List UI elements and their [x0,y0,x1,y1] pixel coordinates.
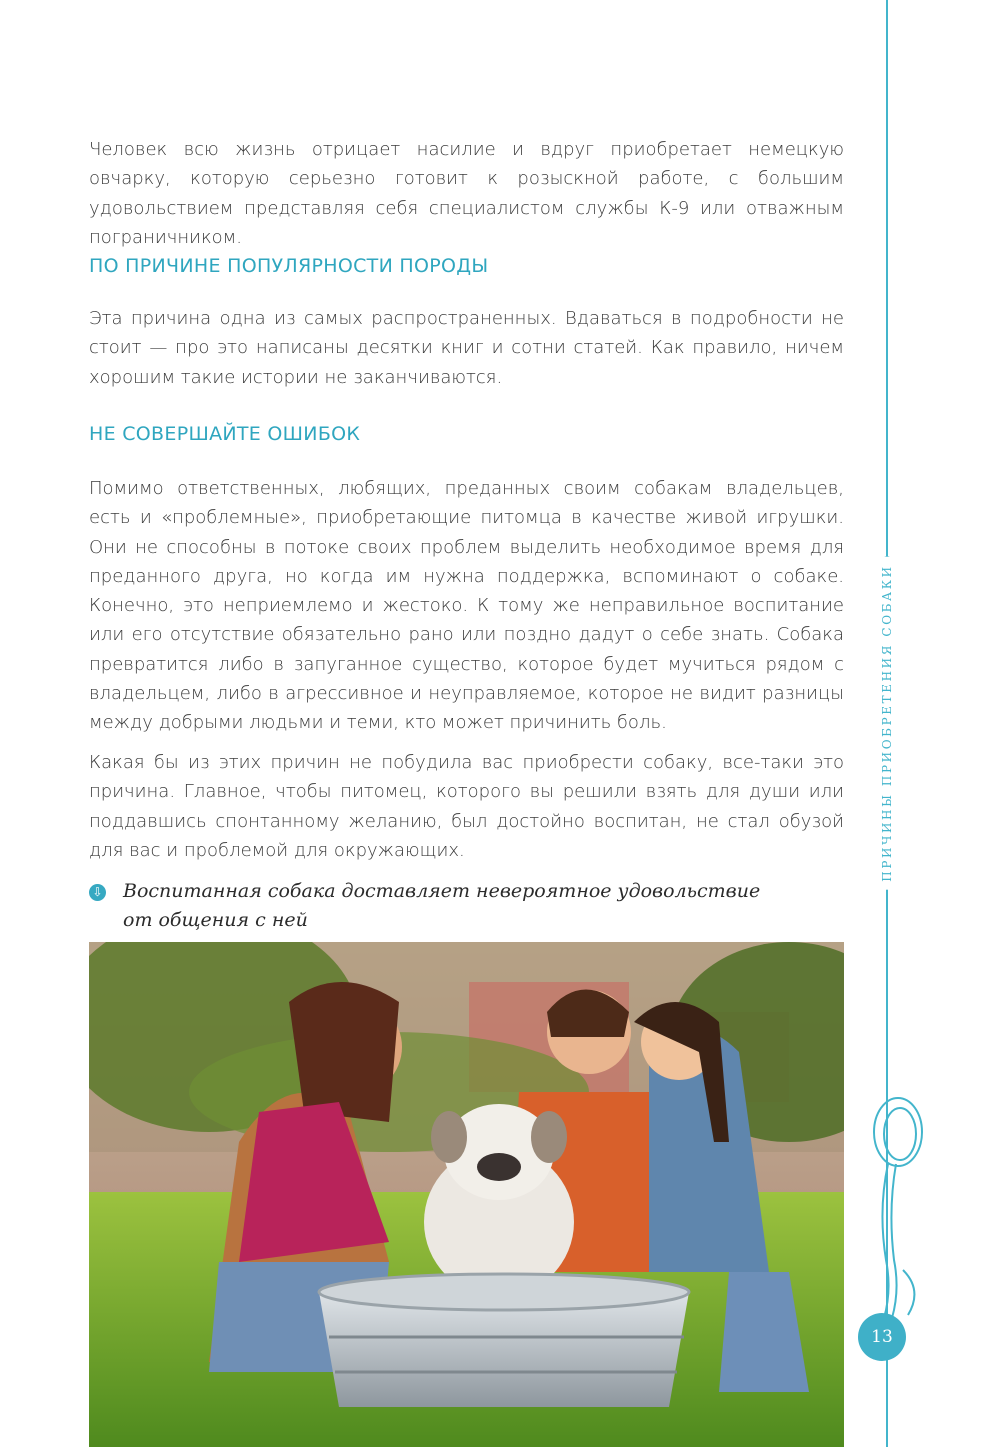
section-heading-popularity: ПО ПРИЧИНЕ ПОПУЛЯРНОСТИ ПОРОДЫ [89,255,489,277]
paragraph-problem-owners: Помимо ответственных, любящих, преданных своим собакам владельцев, есть и «проблемные», приобретающие питомца в качестве живой игрушки. Они не способны в потоке своих проблем выделить необходимое время для преданного друга, но когда им нужна поддержка, вспоминают о собаке. Конечно, это неприемлемо и жестоко. К тому же неправильное воспитание или его отсутствие обязательно рано или поздно дадут о себе знать. Собака превратится либо в запуганное существо, которое будет мучиться рядом с владельцем, либо в агрессивное и неуправляемое, которое не видит разницы между добрыми людьми и теми, кто может причинить боль. [89,478,844,734]
family-bathing-dog-photo [89,942,844,1447]
photo-caption [89,877,789,935]
paragraph-conclusion: Какая бы из этих причин не побудила вас приобрести собаку, все-таки это причина. Главное, чтобы питомец, которого вы решили взять для души или поддавшись спонтанному желанию, был достойно воспитан, не стал обузой для вас и проблемой для окружающих. [89,752,844,861]
caption-text: Воспитанная собака доставляет невероятное удовольствие от общения с ней [123,880,761,931]
page-number: 13 [858,1313,906,1361]
section-heading-mistakes: НЕ СОВЕРШАЙТЕ ОШИБОК [89,423,361,445]
paragraph-popularity: Эта причина одна из самых распространенных. Вдаваться в подробности не стоит — про это написаны десятки книг и сотни статей. Как правило, ничем хорошим такие истории не заканчиваются. [89,308,844,388]
paragraph-intro: Человек всю жизнь отрицает насилие и вдруг приобретает немецкую овчарку, которую серьезно готовит к розыскной работе, с большим удовольствием представляя себя специалистом службы К-9 или отважным пограничником. [89,139,844,248]
leash-illustration [848,1090,938,1325]
running-head: ПРИЧИНЫ ПРИОБРЕТЕНИЯ СОБАКИ [880,556,894,889]
arrow-down-icon: ⇩ [89,884,106,901]
